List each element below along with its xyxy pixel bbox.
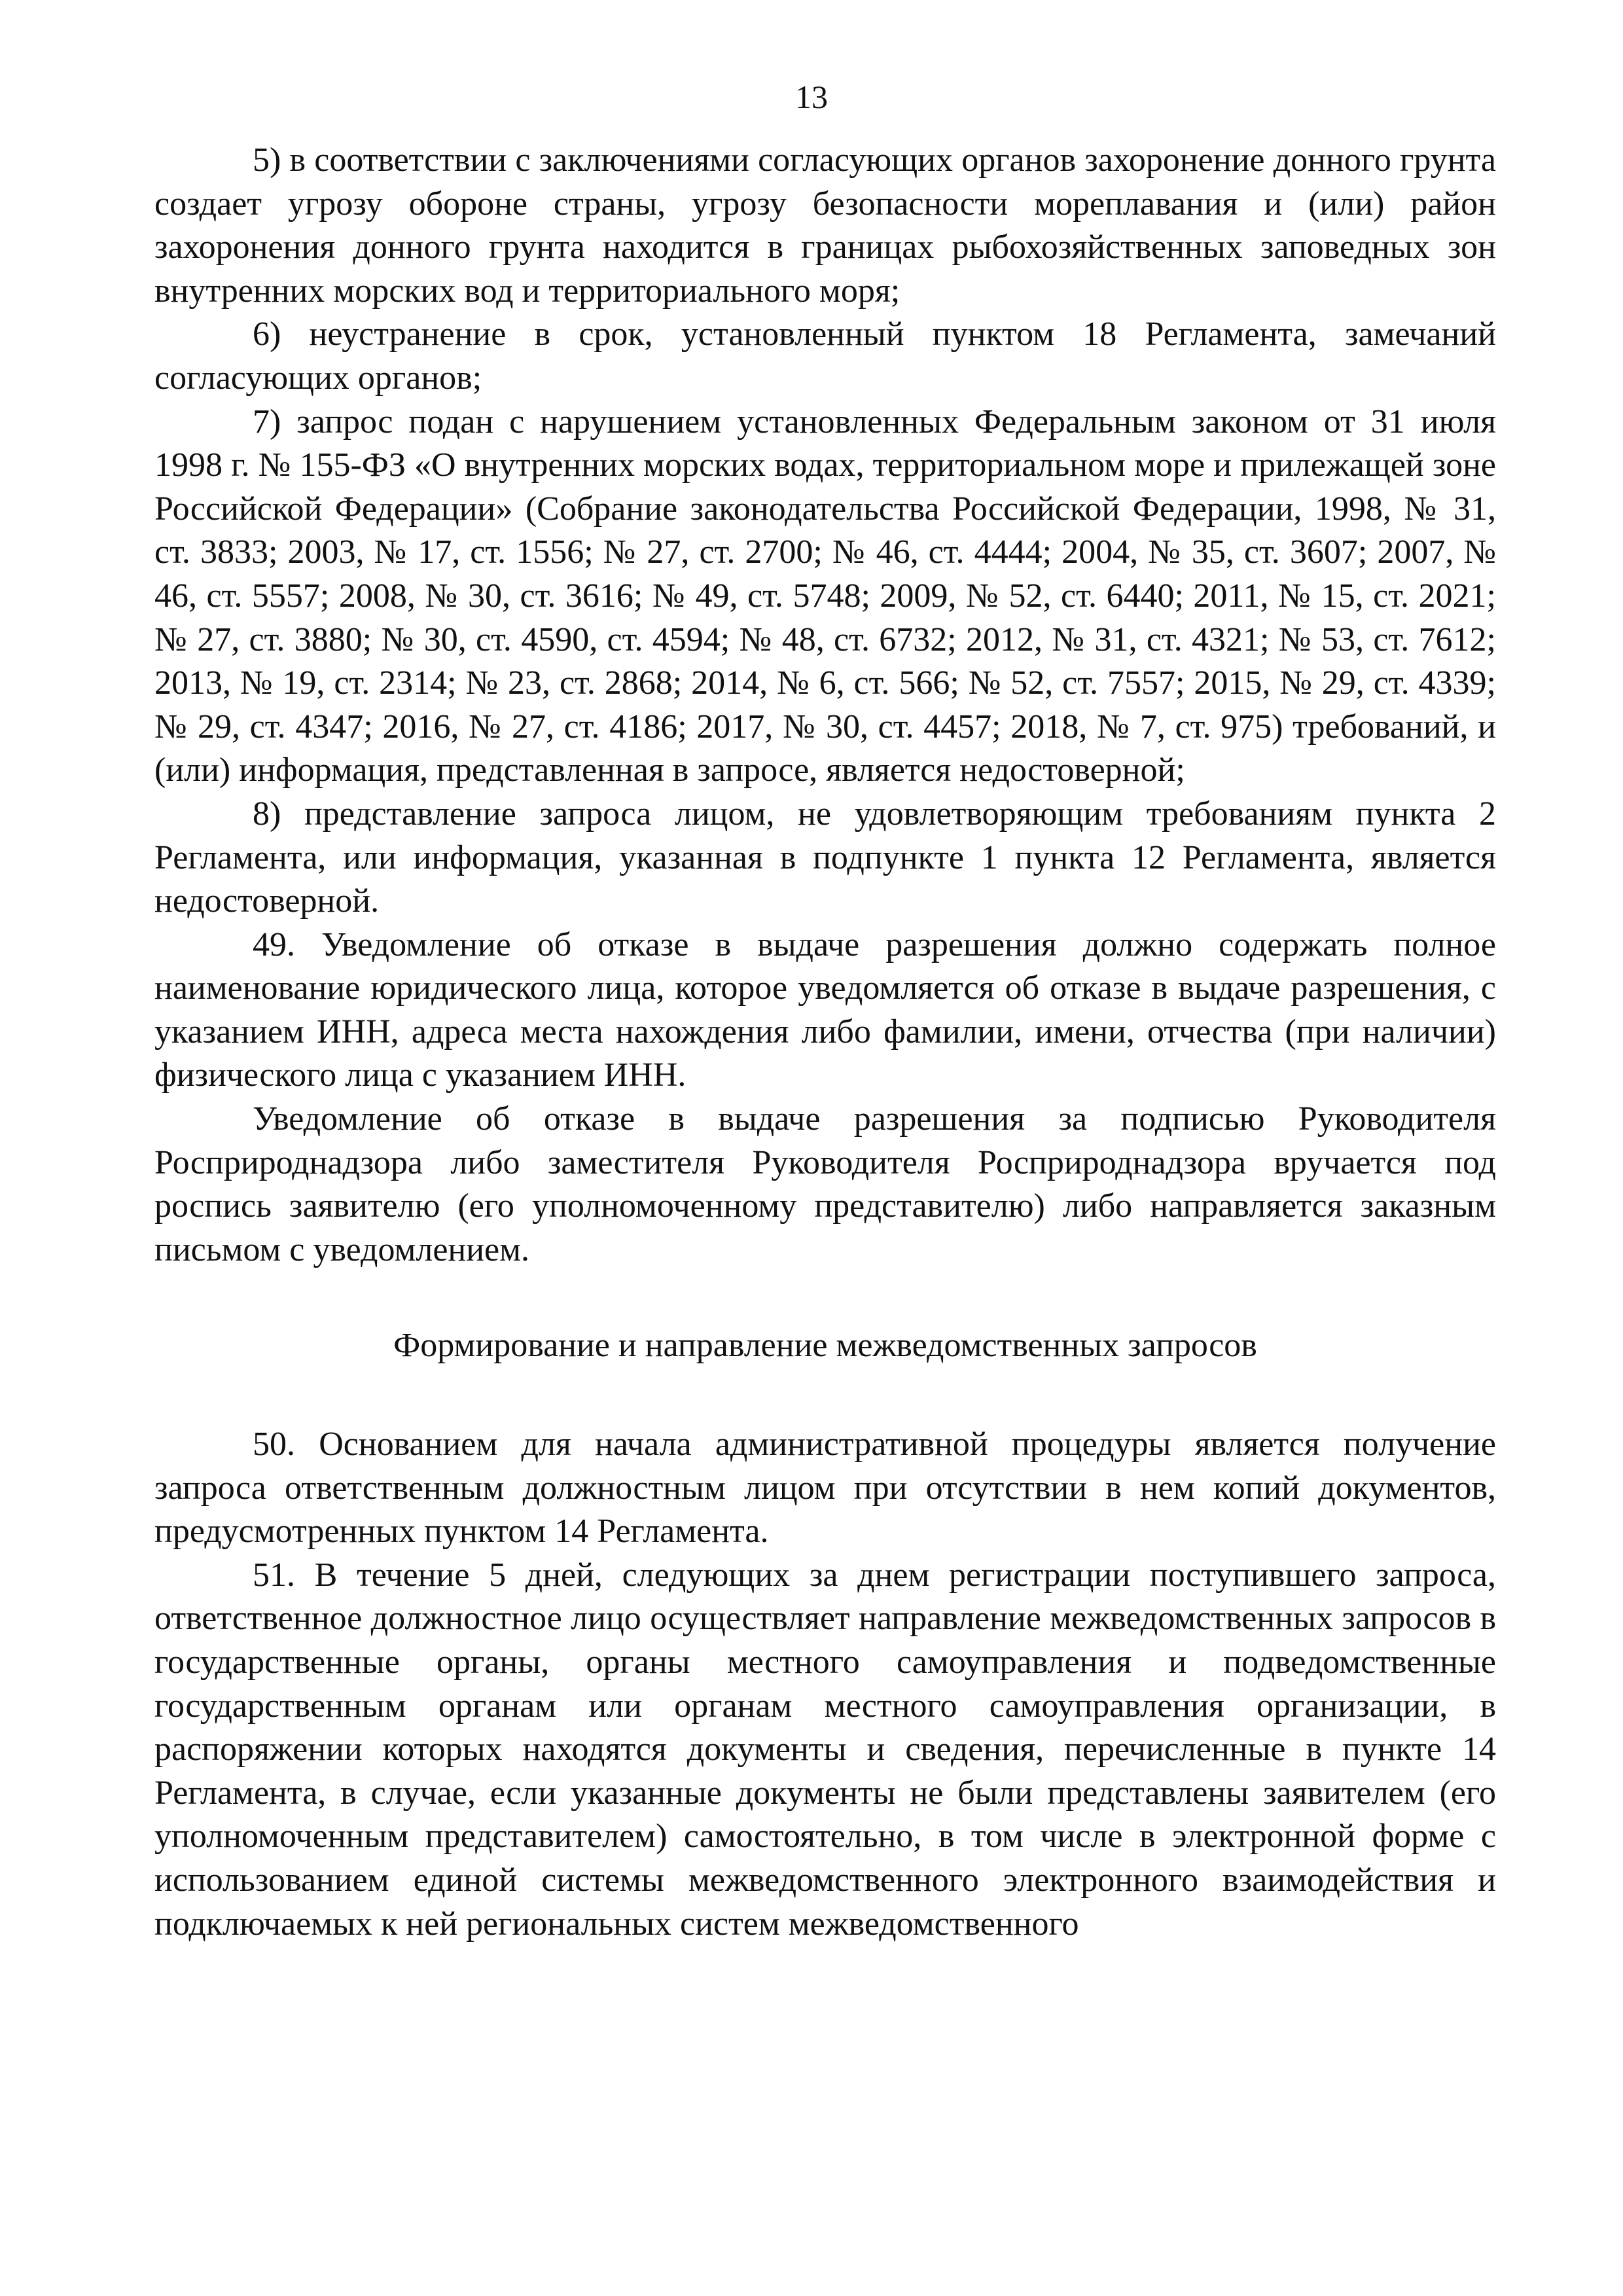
- paragraph-clause-50: 50. Основанием для начала административной процедуры является получение запроса ответственным должностным лицом при отсутствии в нем копий документов, предусмотренных пунктом 14 Регламента.: [154, 1426, 1496, 1551]
- paragraph-item-7: 7) запрос подан с нарушением установленных Федеральным законом от 31 июля 1998 г. № 155-ФЗ «О внутренних морских водах, территориальном море и прилежащей зоне Российской Федерации» (Собрание законодательства Российской Федерации, 1998, № 31, ст. 3833; 2003, № 17, ст. 1556; № 27, ст. 2700; № 46, ст. 4444; 2004, № 35, ст. 3607; 2007, № 46, ст. 5557; 2008, № 30, ст. 3616; № 49, ст. 5748; 2009, № 52, ст. 6440; 2011, № 15, ст. 2021; № 27, ст. 3880; № 30, ст. 4590, ст. 4594; № 48, ст. 6732; 2012, № 31, ст. 4321; № 53, ст. 7612; 2013, № 19, ст. 2314; № 23, ст. 2868; 2014, № 6, ст. 566; № 52, ст. 7557; 2015, № 29, ст. 4339; № 29, ст. 4347; 2016, № 27, ст. 4186; 2017, № 30, ст. 4457; 2018, № 7, ст. 975) требований, и (или) информация, представленная в запросе, является недостоверной;: [154, 403, 1496, 789]
- paragraph-item-8: 8) представление запроса лицом, не удовлетворяющим требованиям пункта 2 Регламента, или информация, указанная в подпункте 1 пункта 12 Регламента, является недостоверной.: [154, 795, 1496, 920]
- section-heading: Формирование и направление межведомственных запросов: [393, 1327, 1257, 1365]
- document-body: [154, 139, 1496, 1946]
- paragraph-item-5: 5) в соответствии с заключениями согласующих органов захоронение донного грунта создает угрозу обороне страны, угрозу безопасности мореплавания и (или) район захоронения донного грунта находится в границах рыбохозяйственных заповедных зон внутренних морских вод и территориального моря;: [154, 141, 1496, 310]
- paragraph-clause-49: 49. Уведомление об отказе в выдаче разрешения должно содержать полное наименование юридического лица, которое уведомляется об отказе в выдаче разрешения, с указанием ИНН, адреса места нахождения либо фамилии, имени, отчества (при наличии) физического лица с указанием ИНН.: [154, 925, 1496, 1094]
- paragraph-clause-51: 51. В течение 5 дней, следующих за днем регистрации поступившего запроса, ответственное должностное лицо осуществляет направление межведомственных запросов в государственные органы, органы местного самоуправления и подведомственные государственным органам или органам местного самоуправления организации, в распоряжении которых находятся документы и сведения, перечисленные в пункте 14 Регламента, в случае, если указанные документы не были представлены заявителем (его уполномоченным представителем) самостоятельно, в том числе в электронной форме с использованием единой системы межведомственного электронного взаимодействия и подключаемых к ней региональных систем межведомственного: [154, 1556, 1496, 1943]
- page-number: 13: [795, 79, 828, 115]
- paragraph-refusal-delivery: Уведомление об отказе в выдаче разрешения за подписью Руководителя Росприроднадзора либо заместителя Руководителя Росприроднадзора вручается под роспись заявителю (его уполномоченному представителю) либо направляется заказным письмом с уведомлением.: [154, 1100, 1496, 1268]
- paragraph-item-6: 6) неустранение в срок, установленный пунктом 18 Регламента, замечаний согласующих органов;: [154, 315, 1496, 397]
